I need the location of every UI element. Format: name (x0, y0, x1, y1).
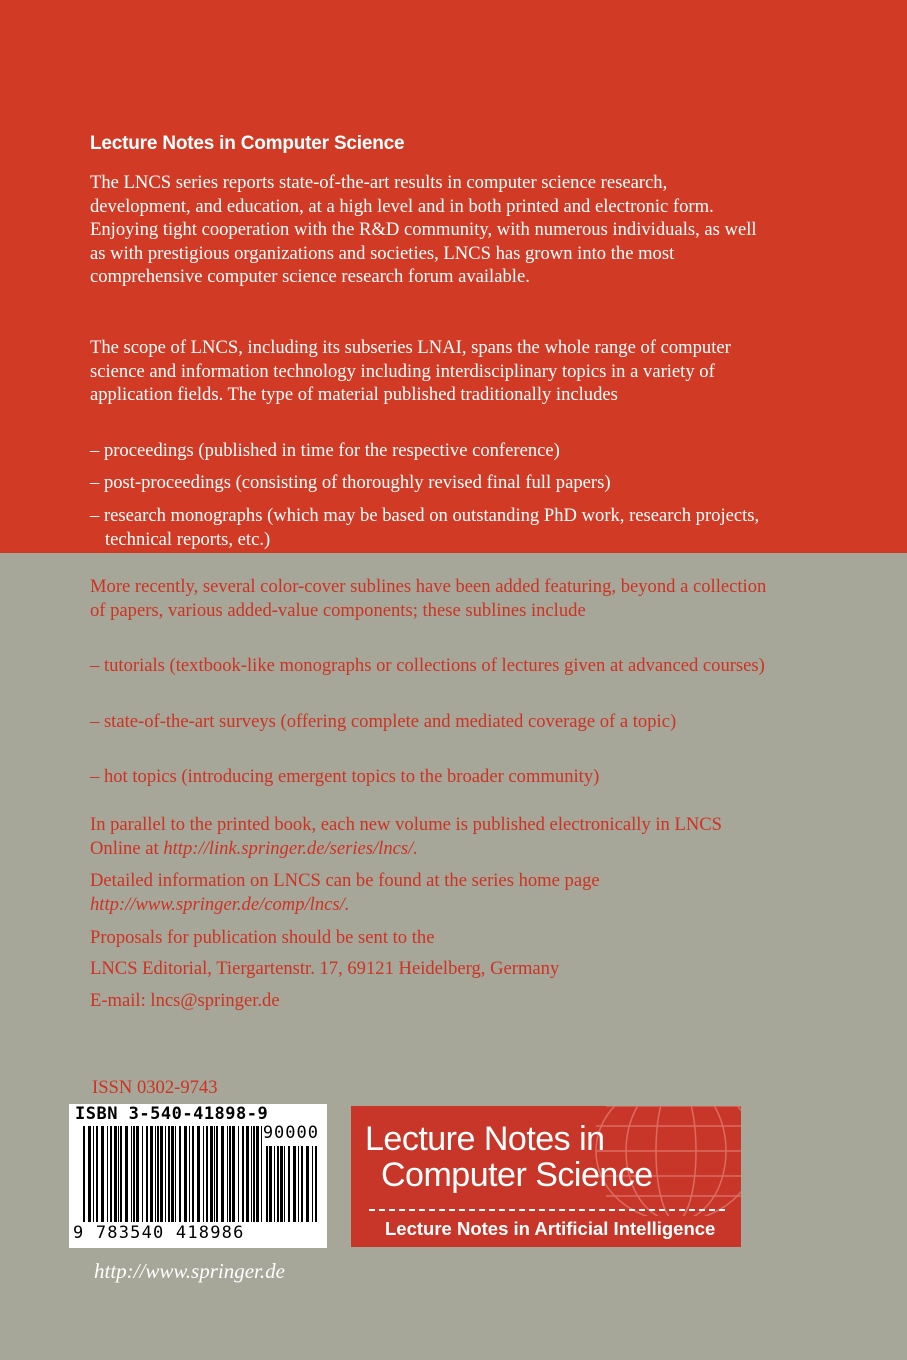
editorial-address: LNCS Editorial, Tiergartenstr. 17, 69121 Heidelberg, Germany (90, 958, 560, 979)
barcode-bar (197, 1126, 200, 1222)
barcode-bar (157, 1126, 159, 1222)
barcode-bar (192, 1126, 194, 1222)
barcode-bar (253, 1126, 255, 1222)
barcode-bar (175, 1126, 176, 1222)
barcode-bar (301, 1146, 303, 1222)
barcode-bar (131, 1126, 132, 1222)
barcode-bar (146, 1126, 148, 1222)
barcode-bar (214, 1126, 215, 1222)
intro-paragraph: The LNCS series reports state-of-the-art results in computer science research, development, and education, at a high level and in both printed and electronic form. Enjoying tight cooperation with the R&D community, with numerous individuals, as well as with prestigious organizations and societies, LNCS has grown into the most comprehensive computer science research forum available. (90, 172, 757, 287)
barcode-bar (246, 1126, 249, 1222)
barcode-bars (83, 1126, 265, 1222)
lncs-homepage-link[interactable]: http://www.springer.de/comp/lncs/. (90, 893, 350, 915)
barcode-bar (203, 1126, 204, 1222)
barcode-bar (306, 1146, 309, 1222)
isbn-barcode (69, 1104, 327, 1248)
barcode-bar (280, 1146, 283, 1222)
barcode-bar (155, 1126, 156, 1222)
sublines-paragraph: More recently, several color-cover sublines have been added featuring, beyond a collection of papers, various added-value components; these sublines include (90, 576, 767, 621)
proposals-paragraph: Proposals for publication should be sent to the (90, 927, 435, 948)
barcode-bar (261, 1126, 262, 1222)
barcode-bar (227, 1126, 228, 1222)
barcode-bar (206, 1126, 208, 1222)
barcode-bar (107, 1126, 108, 1222)
barcode-bar (293, 1146, 296, 1222)
barcode-bar (171, 1126, 174, 1222)
barcode-addon-bars (266, 1146, 318, 1222)
barcode-bar (269, 1146, 272, 1222)
email-line: E-mail: lncs@springer.de (90, 990, 280, 1011)
list-item-post-proceedings: – post-proceedings (consisting of thoroughly revised final full papers) (90, 472, 611, 493)
logo-divider (369, 1209, 725, 1211)
barcode-bar (229, 1126, 231, 1222)
barcode-bar (133, 1126, 135, 1222)
barcode-bar (210, 1126, 213, 1222)
barcode-bar (120, 1126, 122, 1222)
list-item-hot-topics: – hot topics (introducing emergent topics to the broader community) (90, 766, 600, 787)
barcode-bar (232, 1126, 235, 1222)
barcode-bar (184, 1126, 187, 1222)
series-logo (351, 1106, 741, 1247)
barcode-bar (96, 1126, 98, 1222)
barcode-bar (118, 1126, 119, 1222)
barcode-bar (142, 1126, 143, 1222)
barcode-bar (114, 1126, 117, 1222)
barcode-bar (266, 1146, 268, 1222)
publisher-website[interactable]: http://www.springer.de (94, 1259, 285, 1283)
barcode-bar (238, 1126, 239, 1222)
barcode-bar (189, 1126, 190, 1222)
isbn-label: ISBN 3-540-41898-9 (75, 1104, 269, 1124)
barcode-bar (136, 1126, 139, 1222)
logo-title-line2: Computer Science (381, 1156, 653, 1194)
list-item-surveys: – state-of-the-art surveys (offering complete and mediated coverage of a topic) (90, 711, 677, 732)
logo-subseries: Lecture Notes in Artificial Intelligence (385, 1218, 716, 1239)
online-paragraph (90, 813, 770, 860)
barcode-bar (256, 1126, 259, 1222)
barcode-bar (277, 1146, 279, 1222)
series-heading: Lecture Notes in Computer Science (90, 133, 405, 154)
barcode-bar (88, 1126, 91, 1222)
barcode-bar (125, 1126, 128, 1222)
barcode-bar (298, 1146, 299, 1222)
barcode-bar (242, 1126, 244, 1222)
barcode-bar (101, 1126, 104, 1222)
barcode-bar (150, 1126, 153, 1222)
barcode-bar (179, 1126, 181, 1222)
barcode-bar (288, 1146, 290, 1222)
issn-number: ISSN 0302-9743 (92, 1077, 218, 1098)
barcode-bar (284, 1146, 285, 1222)
lncs-online-link[interactable]: http://link.springer.de/series/lncs/. (163, 837, 418, 859)
online-text: In parallel to the printed book, each new volume is published electronically in LNCS Online at (90, 814, 723, 859)
barcode-bar (216, 1126, 218, 1222)
logo-title-line1: Lecture Notes in (365, 1120, 605, 1158)
barcode-bar (93, 1126, 94, 1222)
barcode-bar (315, 1146, 317, 1222)
barcode-addon-number: 90000 (262, 1123, 319, 1143)
homepage-paragraph (90, 869, 770, 916)
barcode-bar (221, 1126, 224, 1222)
barcode-bar (160, 1126, 163, 1222)
barcode-bar (83, 1126, 85, 1222)
homepage-text: Detailed information on LNCS can be found at the series home page (90, 870, 600, 891)
barcode-bar (251, 1126, 252, 1222)
list-item-tutorials: – tutorials (textbook-like monographs or collections of lectures given at advanced courses) (90, 655, 765, 676)
ean-number: 9 783540 418986 (73, 1223, 245, 1243)
barcode-bar (110, 1126, 112, 1222)
barcode-bar (312, 1146, 313, 1222)
list-item-proceedings: – proceedings (published in time for the respective conference) (90, 440, 560, 461)
barcode-bar (274, 1146, 275, 1222)
list-item-monographs: – research monographs (which may be based on outstanding PhD work, research projects, technical reports, etc.) (90, 505, 760, 550)
scope-paragraph: The scope of LNCS, including its subseries LNAI, spans the whole range of computer science and information technology including interdisciplinary topics in a variety of application fields. The type of material published traditionally includes (90, 337, 731, 405)
barcode-bar (165, 1126, 166, 1222)
barcode-bar (168, 1126, 170, 1222)
